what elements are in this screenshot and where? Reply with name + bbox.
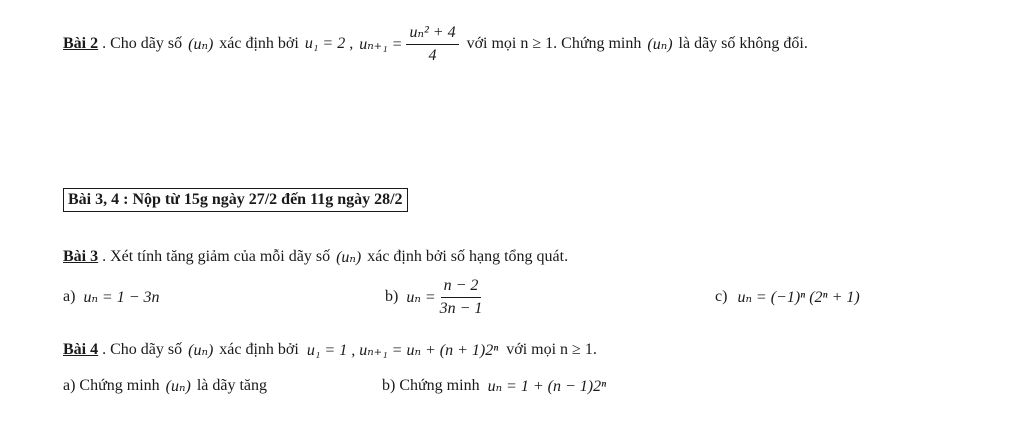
bai4-mid: xác định bởi (219, 341, 299, 358)
bai3-label: Bài 3 (63, 248, 99, 265)
bai4-a-text: a) Chứng minh (63, 377, 160, 394)
bai3-a-label: a) (63, 288, 76, 305)
bai2-fraction (406, 24, 458, 64)
bai4-intro: . Cho dãy số (102, 341, 183, 358)
bai2-intro: . Cho dãy số (102, 35, 183, 52)
bai2-frac-numerator: uₙ² + 4 (406, 24, 458, 45)
bai3-b-numerator: n − 2 (441, 277, 482, 298)
bai4-part-a (63, 373, 267, 399)
bai2-cond: với mọi n ≥ 1. Chứng minh (466, 35, 642, 52)
bai3-seq: (uₙ) (336, 249, 362, 266)
bai3-end: xác định bởi số hạng tổng quát. (367, 248, 569, 265)
bai2-recur-lhs: uₙ₊₁ = (359, 36, 403, 53)
bai2-u1: u₁ = 2 , (304, 35, 354, 52)
bai2-end: là dãy số không đổi. (678, 35, 808, 52)
bai4-a-end: là dãy tăng (196, 377, 268, 394)
bai3-statement (63, 244, 568, 270)
deadline-box: Bài 3, 4 : Nộp từ 15g ngày 27/2 đến 11g ngày 28/2 (63, 188, 408, 212)
bai4-b-expr: uₙ = 1 + (n − 1)2ⁿ (487, 378, 607, 395)
bai3-b-lhs: uₙ = (406, 289, 436, 306)
bai4-b-text: b) Chứng minh (382, 377, 480, 394)
bai2-label: Bài 2 (63, 35, 99, 52)
bai4-seq: (uₙ) (188, 342, 214, 359)
bai3-part-b (385, 272, 486, 322)
bai3-b-denominator: 3n − 1 (439, 299, 483, 317)
bai2-statement (63, 18, 808, 70)
bai3-part-a (63, 284, 160, 310)
bai2-seq: (uₙ) (188, 36, 214, 53)
bai3-b-label: b) (385, 288, 399, 305)
bai3-c-label: c) (715, 288, 728, 305)
bai3-part-c (715, 284, 860, 310)
bai3-intro: . Xét tính tăng giảm của mỗi dãy số (102, 248, 331, 265)
bai4-label: Bài 4 (63, 341, 99, 358)
bai2-seq2: (uₙ) (647, 36, 673, 53)
bai4-cond: với mọi n ≥ 1. (506, 341, 597, 358)
bai4-a-seq: (uₙ) (165, 378, 191, 395)
bai4-statement (63, 337, 597, 363)
bai4-expr: u₁ = 1 , uₙ₊₁ = uₙ + (n + 1)2ⁿ (306, 342, 499, 359)
bai3-a-expr: uₙ = 1 − 3n (83, 289, 160, 306)
bai2-frac-denominator: 4 (428, 46, 437, 64)
bai4-part-b (382, 373, 606, 399)
bai3-c-expr: uₙ = (−1)ⁿ (2ⁿ + 1) (737, 289, 860, 306)
bai3-b-fraction (440, 277, 483, 317)
bai2-mid: xác định bởi (219, 35, 299, 52)
